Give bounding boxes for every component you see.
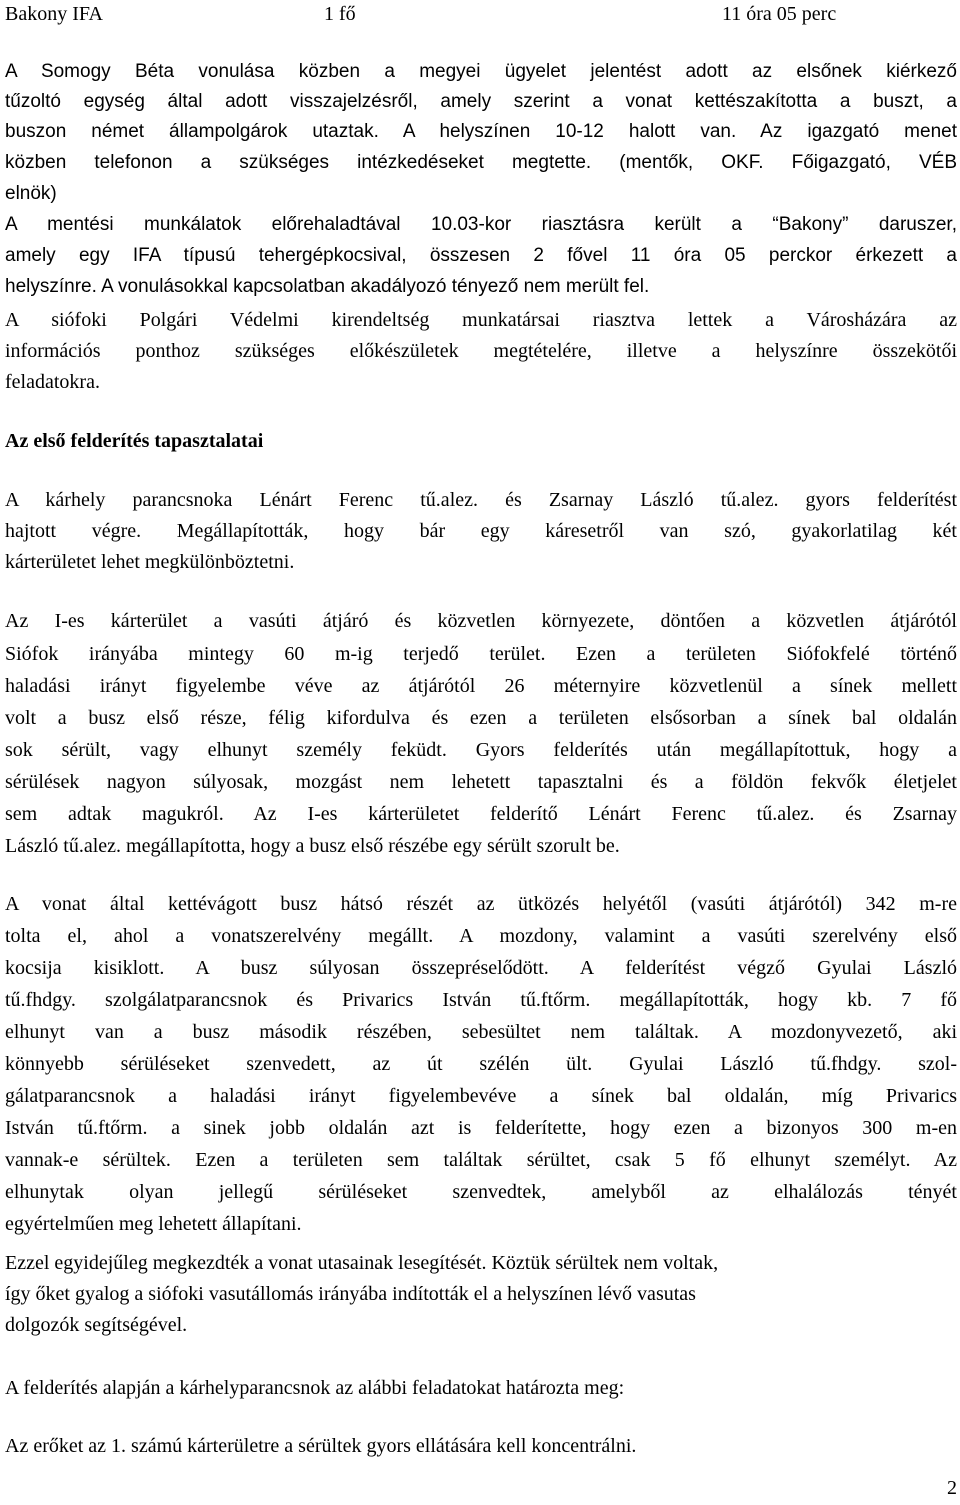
paragraph-line: Ezzel egyidejűleg megkezdték a vonat utasainak lesegítését. Köztük sérültek nem voltak, <box>5 1252 719 1274</box>
paragraph-line: A vonat által kettévágott busz hátsó részét az ütközés helyétől (vasúti átjárótól) 342 m-re <box>5 893 957 915</box>
paragraph-line: A kárhely parancsnoka Lénárt Ferenc tű.alez. és Zsarnay László tű.alez. gyors felderítést <box>5 489 957 511</box>
paragraph-line: Az I-es kárterület a vasúti átjáró és közvetlen környezete, döntően a közvetlen átjárótól <box>5 610 957 632</box>
intro-line: helyszínre. A vonulásokkal kapcsolatban akadályozó tényező nem merült fel. <box>5 276 650 297</box>
header-crew: 1 fő <box>324 3 356 25</box>
header-arrival: 11 óra 05 perc <box>722 3 837 25</box>
paragraph-line: István tű.ftőrm. a sinek jobb oldalán azt is felderítette, hogy ezen a bizonyos 300 m-en <box>5 1117 957 1139</box>
section-heading: Az első felderítés tapasztalatai <box>5 430 264 452</box>
page-header <box>5 0 957 28</box>
paragraph-line: tolta el, ahol a vonatszerelvény megállt. A mozdony, valamint a vasúti szerelvény első <box>5 925 957 947</box>
paragraph-line: hajtott végre. Megállapították, hogy bár egy káresetről van szó, gyakorlatilag két <box>5 520 957 542</box>
paragraph-line: információs ponthoz szükséges előkészületek megtételére, illetve a helyszínre összekötői <box>5 340 957 362</box>
paragraph-line: egyértelműen meg lehetett állapítani. <box>5 1213 302 1235</box>
paragraph-line: feladatokra. <box>5 371 100 393</box>
paragraph-line: sérülések nagyon súlyosak, mozgást nem lehetett tapasztalni és a földön fekvők életjelet <box>5 771 957 793</box>
header-unit: Bakony IFA <box>5 3 103 25</box>
paragraph-line: így őket gyalog a siófoki vasutállomás irányába indították el a helyszínen lévő vasutas <box>5 1283 696 1305</box>
intro-line: buszon német állampolgárok utaztak. A helyszínen 10-12 halott van. Az igazgató menet <box>5 121 957 142</box>
intro-line: elnök) <box>5 183 57 204</box>
paragraph-line: kárterületet lehet megkülönböztetni. <box>5 551 295 573</box>
intro-line: tűzoltó egység által adott visszajelzésről, amely szerint a vonat kettészakította a buszt, a <box>5 91 957 112</box>
paragraph-line: László tű.alez. megállapította, hogy a busz első részébe egy sérült szorult be. <box>5 835 620 857</box>
paragraph-line: kocsija kisiklott. A busz súlyosan összepréselődött. A felderítést végző Gyulai László <box>5 957 957 979</box>
paragraph-line: gálatparancsnok a haladási irányt figyelembevéve a sínek bal oldalán, míg Privarics <box>5 1085 957 1107</box>
paragraph-line: könnyebb sérüléseket szenvedett, az út szélén ült. Gyulai László tű.fhdgy. szol- <box>5 1053 957 1075</box>
paragraph-line: A siófoki Polgári Védelmi kirendeltség munkatársai riasztva lettek a Városházára az <box>5 309 957 331</box>
paragraph-5: A felderítés alapján a kárhelyparancsnok az alábbi feladatokat határozta meg: <box>5 1377 625 1399</box>
paragraph-6: Az erőket az 1. számú kárterületre a sérültek gyors ellátására kell koncentrálni. <box>5 1435 637 1457</box>
paragraph-line: sok sérült, vagy elhunyt személy feküdt. Gyors felderítés után megállapítottuk, hogy a <box>5 739 957 761</box>
intro-line: amely egy IFA típusú tehergépkocsival, összesen 2 fővel 11 óra 05 perckor érkezett a <box>5 245 957 266</box>
paragraph-line: tű.fhdgy. szolgálatparancsnok és Privarics István tű.ftőrm. megállapították, hogy kb. 7 fő <box>5 989 957 1011</box>
paragraph-line: sem adtak magukról. Az I-es kárterületet felderítő Lénárt Ferenc tű.alez. és Zsarnay <box>5 803 957 825</box>
intro-line: A mentési munkálatok előrehaladtával 10.03-kor riasztásra került a “Bakony” daruszer, <box>5 214 957 235</box>
page-number: 2 <box>947 1477 957 1499</box>
paragraph-line: volt a busz első része, félig kifordulva és ezen a területen elsősorban a sínek bal oldalán <box>5 707 957 729</box>
paragraph-line: elhunytak olyan jellegű sérüléseket szenvedtek, amelyből az elhalálozás tényét <box>5 1181 957 1203</box>
paragraph-line: dolgozók segítségével. <box>5 1314 188 1336</box>
intro-line: A Somogy Béta vonulása közben a megyei ügyelet jelentést adott az elsőnek kiérkező <box>5 61 957 82</box>
paragraph-line: elhunyt van a busz második részében, sebesültet nem találtak. A mozdonyvezető, aki <box>5 1021 957 1043</box>
intro-line: közben telefonon a szükséges intézkedéseket megtette. (mentők, OKF. Főigazgató, VÉB <box>5 152 957 173</box>
paragraph-line: Siófok irányába mintegy 60 m-ig terjedő terület. Ezen a területen Siófokfelé történő <box>5 643 957 665</box>
paragraph-line: vannak-e sérültek. Ezen a területen sem találtak sérültet, csak 5 fő elhunyt személyt. Az <box>5 1149 957 1171</box>
paragraph-line: haladási irányt figyelembe véve az átjárótól 26 méternyire közvetlenül a sínek mellett <box>5 675 957 697</box>
